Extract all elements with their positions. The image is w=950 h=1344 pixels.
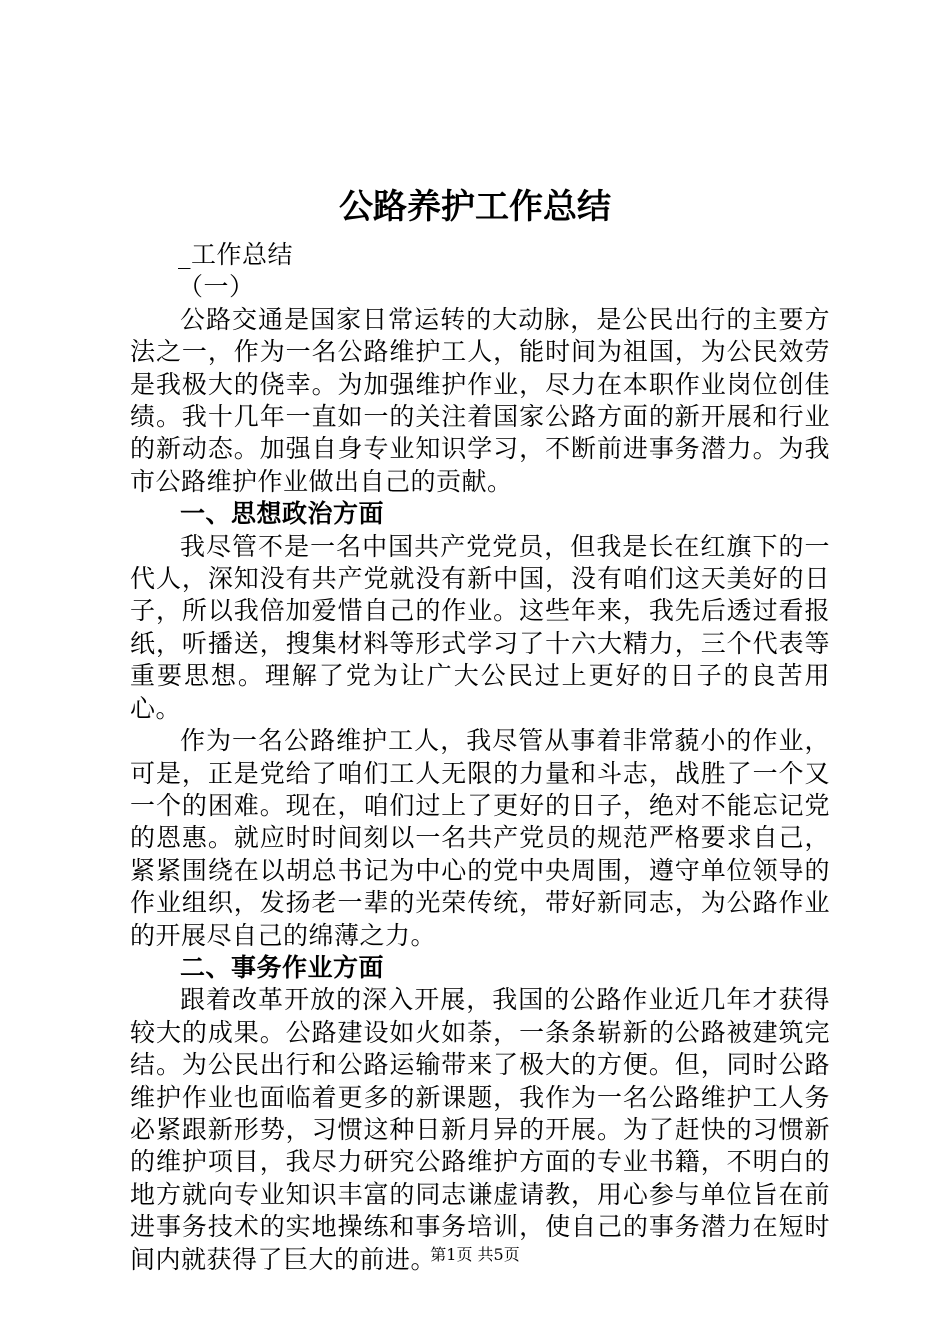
section-heading-work: 二、事务作业方面 <box>180 952 385 982</box>
document-body <box>130 239 830 1276</box>
document-title: 公路养护工作总结 <box>339 187 611 227</box>
paragraph-politics-1: 我尽管不是一名中国共产党党员，但我是长在红旗下的一代人，深知没有共产党就没有新中国，没有咱们这天美好的日子，所以我倍加爱惜自己的作业。这些年来，我先后透过看报纸，听播送，搜集材料等形式学习了十六大精力，三个代表等重要思想。理解了党为让广大公民过上更好的日子的良苦用心。 <box>130 531 830 723</box>
section-marker: （一） <box>178 272 255 302</box>
paragraph-intro: 公路交通是国家日常运转的大动脉，是公民出行的主要方法之一，作为一名公路维护工人，能时间为祖国，为公民效劳是我极大的侥幸。为加强维护作业，尽力在本职作业岗位创佳绩。我十几年一直如一的关注着国家公路方面的新开展和行业的新动态。加强自身专业知识学习，不断前进事务潜力。为我市公路维护作业做出自己的贡献。 <box>130 304 830 496</box>
paragraph-work: 跟着改革开放的深入开展，我国的公路作业近几年才获得较大的成果。公路建设如火如荼，一条条崭新的公路被建筑完结。为公民出行和公路运输带来了极大的方便。但，同时公路维护作业也面临着更多的新课题，我作为一名公路维护工人务必紧跟新形势，习惯这种日新月异的开展。为了赶快的习惯新的维护项目，我尽力研究公路维护方面的专业书籍，不明白的地方就向专业知识丰富的同志谦虚请教，用心参与单位旨在前进事务技术的实地操练和事务培训，使自己的事务潜力在短时间内就获得了巨大的前进。 <box>130 985 830 1274</box>
page-footer: 第1页 共5页 <box>430 1245 520 1264</box>
paragraph-politics-2: 作为一名公路维护工人，我尽管从事着非常藐小的作业，可是，正是党给了咱们工人无限的力量和斗志，战胜了一个又一个的困难。现在，咱们过上了更好的日子，绝对不能忘记党的恩惠。就应时时间刻以一名共产党员的规范严格要求自己，紧紧围绕在以胡总书记为中心的党中央周围，遵守单位领导的作业组织，发扬老一辈的光荣传统，带好新同志，为公路作业的开展尽自己的绵薄之力。 <box>130 726 830 950</box>
section-heading-politics: 一、思想政治方面 <box>180 499 385 529</box>
document-subtitle: _工作总结 <box>178 240 294 269</box>
